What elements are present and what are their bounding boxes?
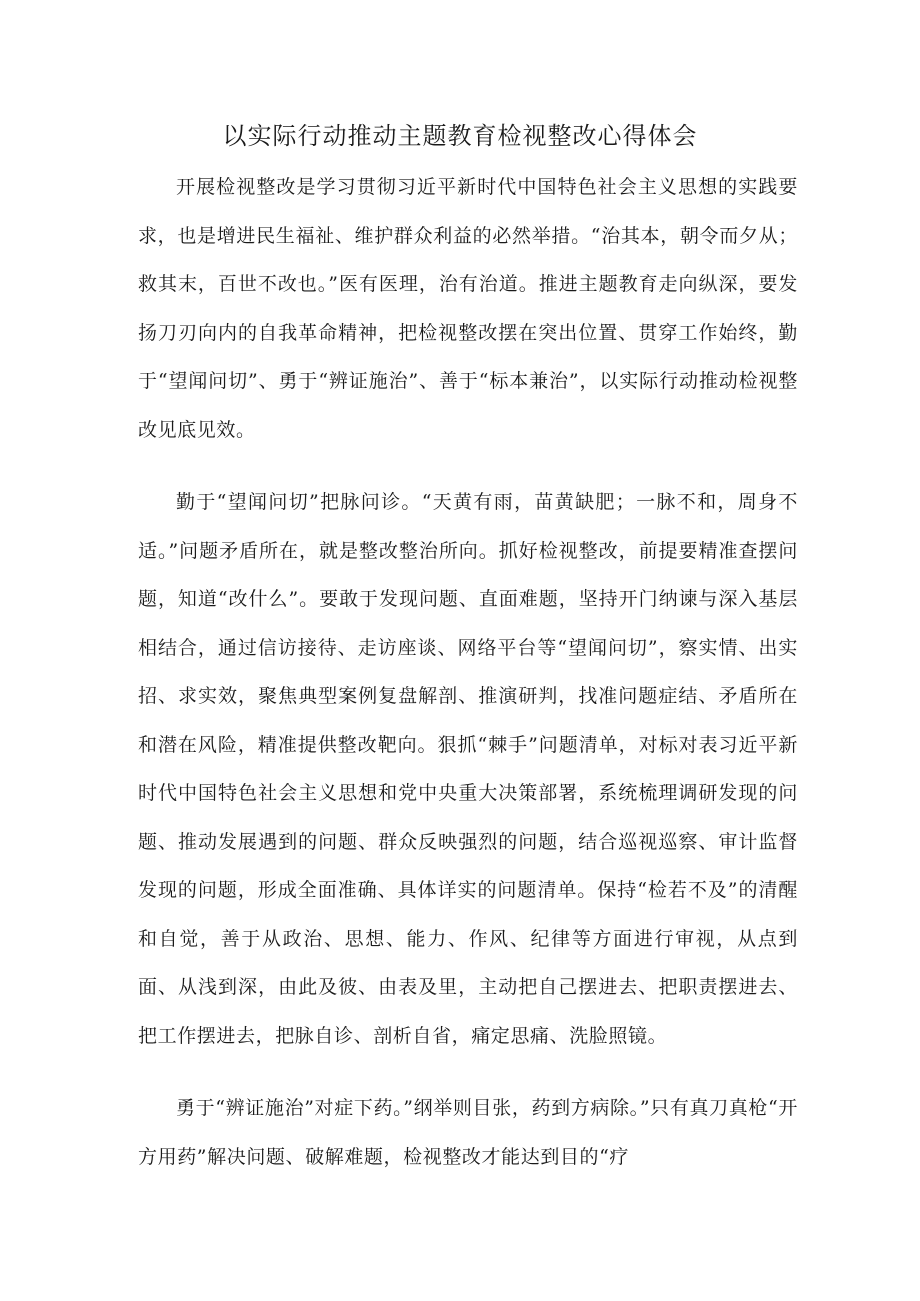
document-body — [138, 163, 798, 1205]
paragraph-treatment: 勇于“辨证施治”对症下药。”纲举则目张，药到方病除。”只有真刀真枪“开方用药”解决问题、破解难题，检视整改才能达到目的“疗 — [138, 1097, 798, 1168]
document-title: 以实际行动推动主题教育检视整改心得体会 — [222, 122, 698, 150]
paragraph-diagnosis: 勤于“望闻问切”把脉问诊。“天黄有雨，苗黄缺肥；一脉不和，周身不适。”问题矛盾所在，就是整改整治所向。抓好检视整改，前提要精准查摆问题，知道“改什么”。要敢于发现问题、直面难题，坚持开门纳谏与深入基层相结合，通过信访接待、走访座谈、网络平台等“望闻问切”，察实情、出实招、求实效，聚焦典型案例复盘解剖、推演研判，找准问题症结、矛盾所在和潜在风险，精准提供整改靶向。狠抓“棘手”问题清单，对标对表习近平新时代中国特色社会主义思想和党中央重大决策部署，系统梳理调研发现的问题、推动发展遇到的问题、群众反映强烈的问题，结合巡视巡察、审计监督发现的问题，形成全面准确、具体详实的问题清单。保持“检若不及”的清醒和自觉，善于从政治、思想、能力、作风、纪律等方面进行审视，从点到面、从浅到深，由此及彼、由表及里，主动把自己摆进去、把职责摆进去、把工作摆进去，把脉自诊、剖析自省，痛定思痛、洗脸照镜。 — [138, 491, 798, 1047]
paragraph-intro: 开展检视整改是学习贯彻习近平新时代中国特色社会主义思想的实践要求，也是增进民生福祉、维护群众利益的必然举措。“治其本，朝令而夕从；救其末，百世不改也。”医有医理，治有治道。推进主题教育走向纵深，要发扬刀刃向内的自我革命精神，把检视整改摆在突出位置、贯穿工作始终，勤于“望闻问切”、勇于“辨证施治”、善于“标本兼治”，以实际行动推动检视整改见底见效。 — [138, 176, 798, 441]
